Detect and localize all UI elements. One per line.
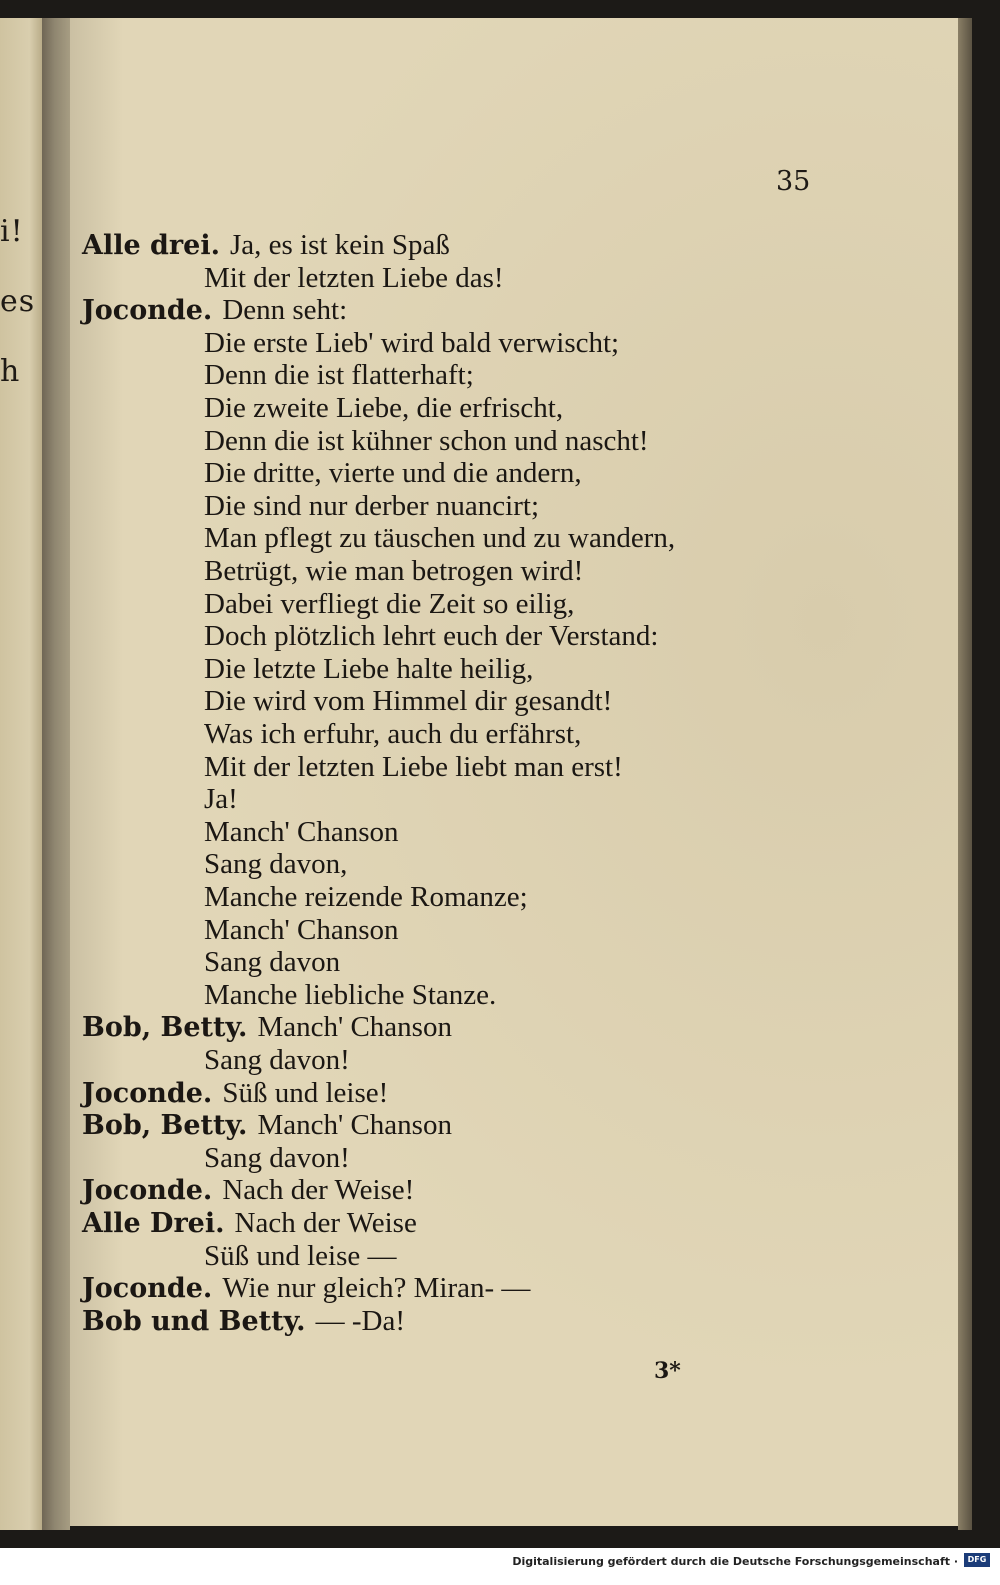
text-line: [204, 458, 582, 489]
line-text: Ja, es ist kein Spaß: [229, 229, 450, 261]
line-text: Denn die ist kühner schon und nascht!: [204, 424, 649, 457]
line-text: — -Da!: [315, 1304, 405, 1337]
line-text: Was ich erfuhr, auch du erfährst,: [204, 718, 582, 750]
text-line: [204, 589, 574, 620]
left-page-edge: [0, 18, 42, 1530]
text-line: [204, 328, 619, 359]
text-line: [204, 360, 474, 391]
speaker-name: Bob und Betty.: [82, 1305, 306, 1337]
text-line: [204, 263, 504, 294]
text-line: [204, 849, 347, 880]
left-page-fragment: h: [0, 354, 21, 389]
left-page-fragment: es: [0, 284, 36, 319]
line-text: Süß und leise —: [204, 1239, 397, 1272]
text-line: [204, 980, 496, 1011]
line-text: Die erste Lieb' wird bald verwischt;: [204, 326, 620, 359]
text-line: [82, 1175, 414, 1206]
text-line: [204, 556, 583, 587]
text-line: [204, 686, 612, 717]
line-text: Denn seht:: [222, 294, 348, 327]
text-line: [204, 882, 528, 913]
text-line: [204, 915, 399, 946]
line-text: Mit der letzten Liebe das!: [204, 261, 504, 294]
book-gutter: [42, 18, 70, 1530]
line-text: Doch plötzlich lehrt euch der Verstand:: [204, 620, 659, 653]
text-line: [204, 523, 675, 554]
speaker-name: Alle Drei.: [82, 1208, 225, 1239]
line-text: Mit der letzten Liebe liebt man erst!: [204, 750, 623, 783]
line-text: Wie nur gleich? Miran- —: [222, 1272, 531, 1305]
text-line: [204, 817, 399, 848]
line-text: Sang davon!: [204, 1044, 350, 1076]
text-line: [82, 230, 450, 261]
line-text: Süß und leise!: [222, 1076, 389, 1109]
line-text: Dabei verfliegt die Zeit so eilig,: [204, 587, 575, 620]
line-text: Manche reizende Romanze;: [204, 881, 528, 913]
text-line: [82, 295, 347, 326]
speaker-name: Alle drei.: [82, 230, 220, 261]
line-text: Ja!: [204, 783, 238, 816]
text-line: [204, 393, 563, 424]
line-text: Die letzte Liebe halte heilig,: [204, 652, 534, 685]
text-line: [204, 1143, 350, 1174]
line-text: Manch' Chanson: [257, 1109, 452, 1142]
speaker-name: Joconde.: [82, 1175, 213, 1207]
line-text: Manch' Chanson: [204, 815, 399, 848]
line-text: Nach der Weise!: [222, 1174, 415, 1207]
line-text: Denn die ist flatterhaft;: [204, 359, 474, 392]
line-text: Manche liebliche Stanze.: [204, 978, 497, 1011]
speaker-name: Bob, Betty.: [82, 1110, 248, 1142]
line-text: Die zweite Liebe, die erfrischt,: [204, 392, 564, 424]
text-line: [82, 1208, 417, 1239]
text-line: [82, 1078, 388, 1109]
line-text: Die sind nur derber nuancirt;: [204, 489, 540, 522]
signature-mark: 3*: [654, 1358, 681, 1384]
line-text: Manch' Chanson: [257, 1011, 452, 1044]
text-line: [204, 1045, 350, 1076]
line-text: Sang davon: [204, 946, 341, 979]
text-line: [204, 784, 238, 815]
line-text: Manch' Chanson: [204, 913, 399, 946]
footer-credit: Digitalisierung gefördert durch die Deutsche Forschungsgemeinschaft ·: [512, 1555, 958, 1568]
text-line: [204, 491, 539, 522]
left-page-fragment: i!: [0, 214, 24, 249]
line-text: Die dritte, vierte und die andern,: [204, 457, 582, 490]
speaker-name: Bob, Betty.: [82, 1012, 248, 1044]
line-text: Die wird vom Himmel dir gesandt!: [204, 685, 613, 718]
page-number: 35: [776, 166, 811, 197]
text-line: [204, 621, 658, 652]
speaker-name: Joconde.: [82, 1273, 213, 1305]
text-line: [204, 1241, 397, 1272]
page-right-edge: [958, 18, 972, 1530]
line-text: Man pflegt zu täuschen und zu wandern,: [204, 522, 676, 555]
book-page: [70, 18, 958, 1526]
text-line: [204, 947, 340, 978]
line-text: Nach der Weise: [234, 1207, 417, 1239]
text-line: [204, 654, 533, 685]
line-text: Betrügt, wie man betrogen wird!: [204, 555, 584, 587]
text-line: [82, 1012, 452, 1043]
text-line: [204, 719, 581, 750]
line-text: Sang davon,: [204, 848, 348, 881]
text-line: [82, 1306, 405, 1337]
text-line: [204, 426, 649, 457]
speaker-name: Joconde.: [82, 295, 213, 327]
speaker-name: Joconde.: [82, 1077, 213, 1109]
text-line: [82, 1273, 530, 1304]
text-line: [82, 1110, 452, 1141]
text-line: [204, 752, 623, 783]
line-text: Sang davon!: [204, 1141, 350, 1174]
dfg-logo: DFG: [964, 1553, 990, 1567]
